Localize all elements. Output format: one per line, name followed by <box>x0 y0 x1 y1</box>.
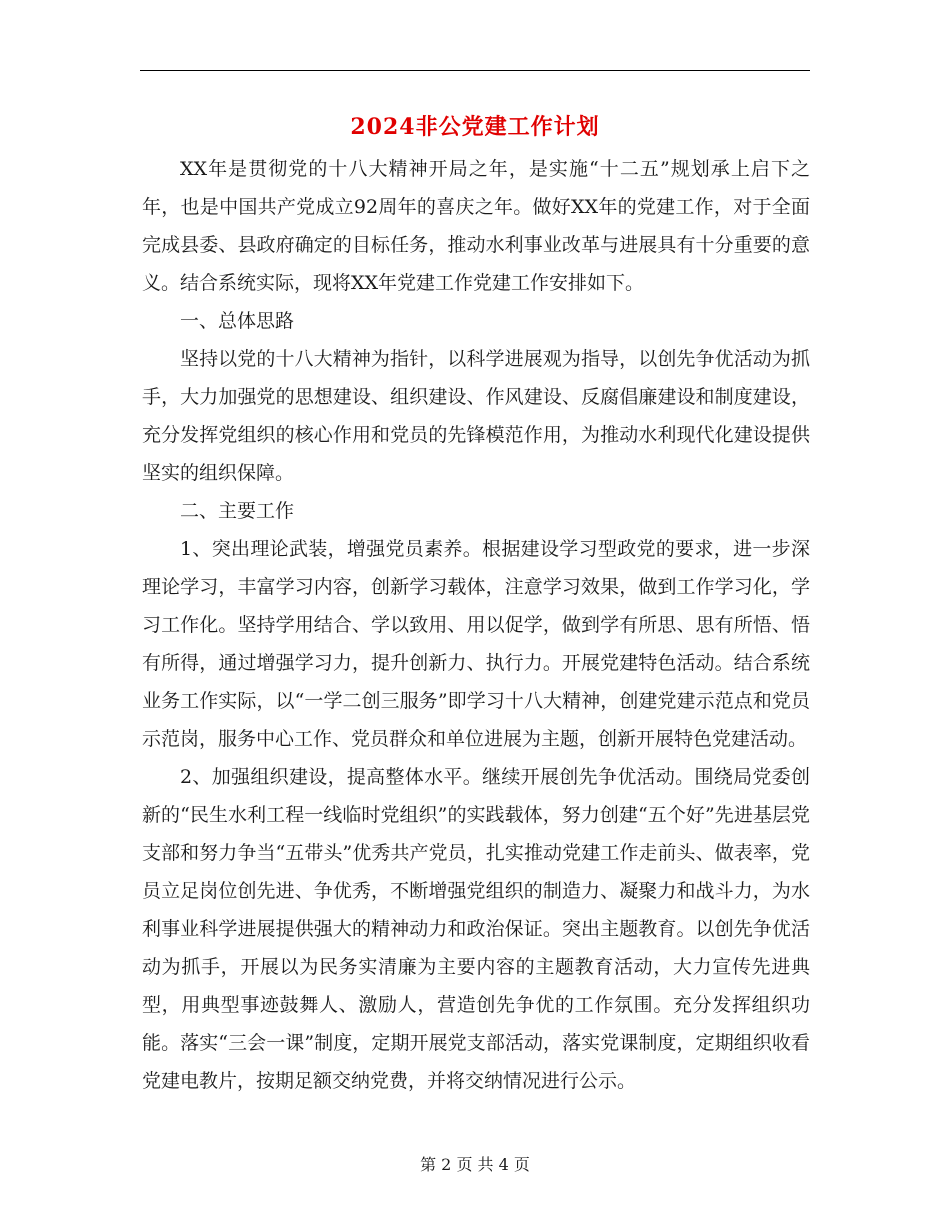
header-rule <box>140 70 810 71</box>
work-item-2-paragraph: 2、加强组织建设，提高整体水平。继续开展创先争优活动。围绕局党委创新的“民生水利工程一线临时党组织”的实践载体，努力创建“五个好”先进基层党支部和努力争当“五带头”优秀共产党员，扎实推动党建工作走前头、做表率，党员立足岗位创先进、争优秀，不断增强党组织的制造力、凝聚力和战斗力，为水利事业科学进展提供强大的精神动力和政治保证。突出主题教育。以创先争优活动为抓手，开展以为民务实清廉为主要内容的主题教育活动，大力宣传先进典型，用典型事迹鼓舞人、激励人，营造创先争优的工作氛围。充分发挥组织功能。落实“三会一课”制度，定期开展党支部活动，落实党课制度，定期组织收看党建电教片，按期足额交纳党费，并将交纳情况进行公示。 <box>142 766 810 1092</box>
intro-paragraph: XX年是贯彻党的十八大精神开局之年，是实施“十二五”规划承上启下之年，也是中国共产党成立92周年的喜庆之年。做好XX年的党建工作，对于全面完成县委、县政府确定的目标任务，推动水利事业改革与进展具有十分重要的意义。结合系统实际，现将XX年党建工作党建工作安排如下。 <box>142 158 810 294</box>
page-footer: 第 2 页 共 4 页 <box>420 1155 530 1174</box>
overall-approach-paragraph: 坚持以党的十八大精神为指针，以科学进展观为指导，以创先争优活动为抓手，大力加强党的思想建设、组织建设、作风建设、反腐倡廉建设和制度建设，充分发挥党组织的核心作用和党员的先锋模范作用，为推动水利现代化建设提供坚实的组织保障。 <box>142 348 810 484</box>
document-title: 2024非公党建工作计划 <box>350 114 600 140</box>
work-item-1-paragraph: 1、突出理论武装，增强党员素养。根据建设学习型政党的要求，进一步深理论学习，丰富学习内容，创新学习载体，注意学习效果，做到工作学习化，学习工作化。坚持学用结合、学以致用、用以促学，做到学有所思、思有所悟、悟有所得，通过增强学习力，提升创新力、执行力。开展党建特色活动。结合系统业务工作实际，以“一学二创三服务”即学习十八大精神，创建党建示范点和党员示范岗，服务中心工作、党员群众和单位进展为主题，创新开展特色党建活动。 <box>142 538 810 750</box>
section-heading-main-work: 二、主要工作 <box>180 500 295 522</box>
document-body <box>142 150 810 1100</box>
section-heading-overall-approach: 一、总体思路 <box>180 310 295 332</box>
